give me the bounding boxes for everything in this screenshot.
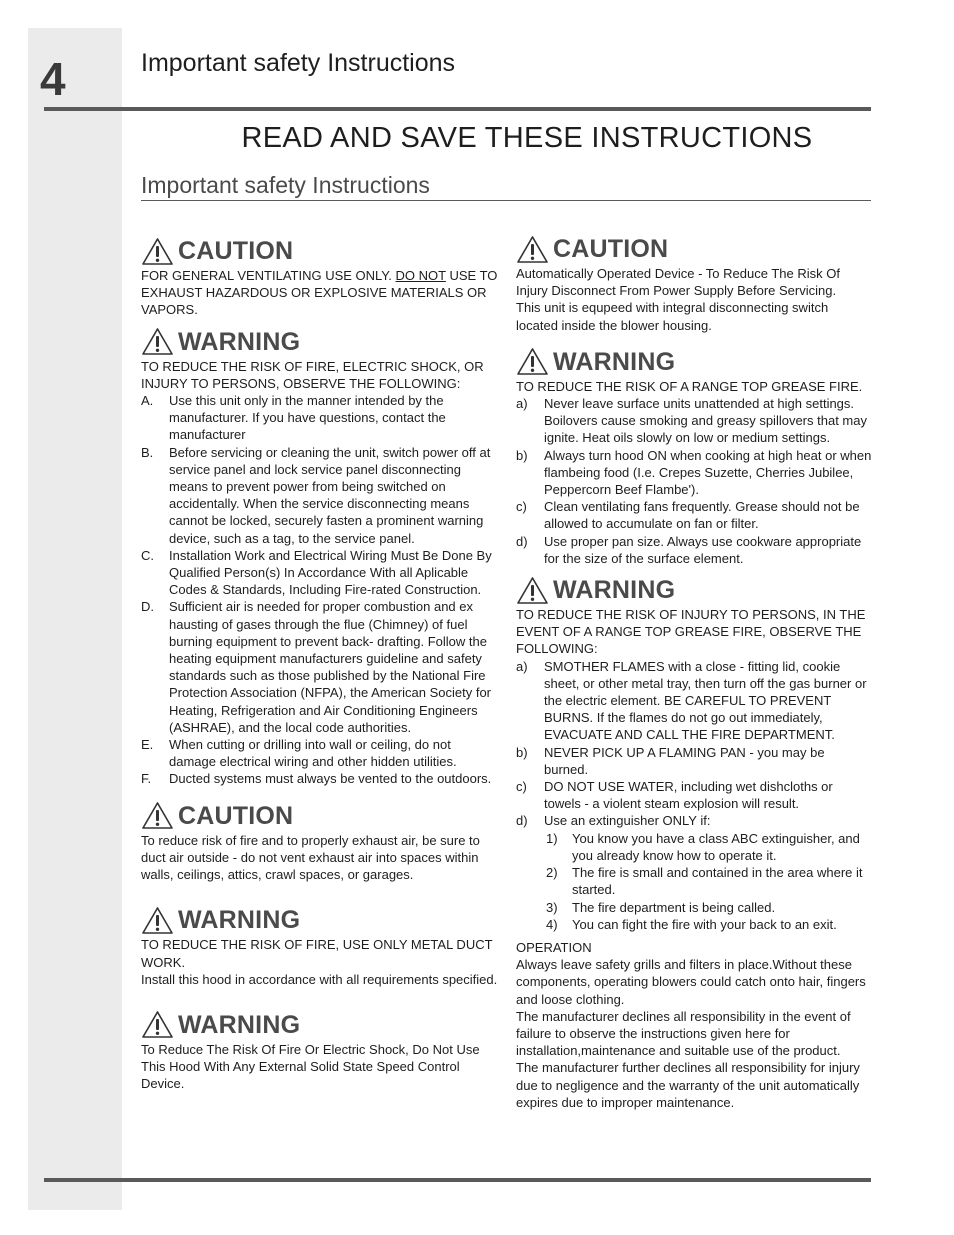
warning-intro: TO REDUCE THE RISK OF INJURY TO PERSONS, IN THE EVENT OF A RANGE TOP GREASE FIRE, OBSERVE THE FOLLOWING:: [516, 607, 866, 657]
warning-heading: [141, 905, 498, 935]
list-item: c) Clean ventilating fans frequently. Grease should not be allowed to accumulate on fan or filter.: [516, 499, 860, 532]
warning-block: [141, 905, 498, 988]
warning-text: Install this hood in accordance with all requirements specified.: [141, 971, 498, 987]
operation-text: The manufacturer further declines all responsibility for injury due to negligence and the warranty of the unit automatically expires due to improper maintenance.: [516, 1060, 860, 1110]
warning-heading: [516, 575, 872, 605]
bottom-rule: [44, 1178, 871, 1182]
warning-triangle-icon: [141, 237, 174, 266]
warning-list: [516, 658, 872, 933]
warning-triangle-icon: [141, 1010, 174, 1039]
warning-text: To Reduce The Risk Of Fire Or Electric Shock, Do Not Use This Hood With Any External Solid State Speed Control Device.: [141, 1041, 480, 1092]
top-rule: [44, 107, 871, 111]
caution-heading: [516, 234, 872, 264]
caution-text: Automatically Operated Device - To Reduce The Risk Of Injury Disconnect From Power Supply Before Servicing.: [516, 266, 840, 299]
warning-triangle-icon: [516, 347, 549, 376]
sub-list-item: 1) You know you have a class ABC extinguisher, and you already know how to operate it.: [546, 830, 860, 863]
caution-block: [141, 236, 498, 319]
warning-label: WARNING: [178, 1010, 301, 1039]
section-rule: [141, 200, 871, 201]
warning-block: [141, 1010, 498, 1093]
sub-list-item: 3) The fire department is being called.: [546, 899, 776, 915]
caution-text: To reduce risk of fire and to properly exhaust air, be sure to duct air outside - do not vent exhaust air into spaces within walls, ceilings, attics, crawl spaces, or garages.: [141, 832, 480, 883]
warning-triangle-icon: [141, 906, 174, 935]
list-item: b) NEVER PICK UP A FLAMING PAN - you may be burned.: [516, 744, 825, 777]
warning-intro: TO REDUCE THE RISK OF FIRE, ELECTRIC SHOCK, OR INJURY TO PERSONS, OBSERVE THE FOLLOWING:: [141, 358, 484, 391]
warning-label: WARNING: [553, 576, 676, 605]
right-column: [516, 234, 872, 1124]
caution-label: CAUTION: [178, 237, 294, 265]
caution-label: CAUTION: [553, 235, 669, 263]
operation-text: The manufacturer declines all responsibility in the event of failure to observe the instructions given here for installation,maintenance and suitable use of the product.: [516, 1008, 851, 1059]
page-number: 4: [40, 53, 66, 105]
operation-block: [516, 939, 872, 1111]
list-item: d) Use an extinguisher ONLY if:: [516, 813, 711, 829]
sub-list: [516, 830, 872, 933]
caution-block: [141, 801, 498, 884]
warning-heading: [141, 1010, 498, 1040]
warning-list: [516, 395, 872, 567]
warning-label: WARNING: [553, 347, 676, 376]
list-item: C. Installation Work and Electrical Wiring Must Be Done By Qualified Person(s) In Accordance With all Aplicable Codes & Standards, Including Fire-rated Construction.: [141, 547, 492, 598]
warning-block: [516, 575, 872, 933]
warning-triangle-icon: [516, 576, 549, 605]
list-item: B. Before servicing or cleaning the unit, switch power off at service panel and lock service panel disconnecting means to prevent power from being switched on accidentally. When the service disconnecting means cannot be locked, securely fasten a prominent warning device, such as a tag, to the service panel.: [141, 444, 491, 546]
list-item: a) SMOTHER FLAMES with a close - fitting lid, cookie sheet, or other metal tray, then turn off the gas burner or the electric element. BE CAREFUL TO PREVENT BURNS. If the flames do not go out immediately, EVACUATE AND CALL THE FIRE DEPARTMENT.: [516, 658, 867, 743]
header-title: Important safety Instructions: [141, 49, 456, 77]
caution-block: [516, 234, 872, 334]
list-item: F. Ducted systems must always be vented to the outdoors.: [141, 771, 492, 787]
warning-triangle-icon: [141, 801, 174, 830]
sub-list-item: 4) You can fight the fire with your back to an exit.: [546, 916, 837, 932]
warning-text: TO REDUCE THE RISK OF FIRE, USE ONLY METAL DUCT WORK.: [141, 937, 493, 970]
main-title: READ AND SAVE THESE INSTRUCTIONS: [241, 122, 813, 154]
caution-label: CAUTION: [178, 801, 294, 830]
caution-heading: [141, 236, 498, 266]
caution-text: This unit is equpeed with integral disconnecting switch located inside the blower housing.: [516, 300, 829, 333]
section-title: Important safety Instructions: [141, 172, 430, 198]
list-item: a) Never leave surface units unattended at high settings. Boilovers cause smoking and greasy spillovers that may ignite. Heat oils slowly on low or medium settings.: [516, 396, 867, 446]
caution-text: FOR GENERAL VENTILATING USE ONLY. DO NOT USE TO EXHAUST HAZARDOUS OR EXPLOSIVE MATERIALS OR VAPORS.: [141, 268, 498, 318]
sub-list-item: 2) The fire is small and contained in the area where it started.: [546, 865, 863, 898]
list-item: c) DO NOT USE WATER, including wet dishcloths or towels - a violent steam explosion will result.: [516, 779, 833, 812]
warning-triangle-icon: [516, 235, 549, 264]
warning-block: [141, 327, 498, 788]
list-item: b) Always turn hood ON when cooking at high heat or when flambeing food (I.e. Crepes Suzette, Cherries Jubilee, Peppercorn Beef Flambe').: [516, 447, 872, 498]
warning-intro: TO REDUCE THE RISK OF A RANGE TOP GREASE FIRE.: [516, 378, 863, 394]
warning-label: WARNING: [178, 327, 301, 356]
warning-triangle-icon: [141, 327, 174, 356]
list-item: E. When cutting or drilling into wall or ceiling, do not damage electrical wiring and other hidden utilities.: [141, 737, 457, 770]
list-item: D. Sufficient air is needed for proper combustion and ex hausting of gases through the flue (Chimney) of fuel burning equipment to prevent back- drafting. Follow the heating equipment manufacturers guideline and safety standards such as those published by the National Fire Protection Association (NFPA), the American Society for Heating, Refrigeration and Air Conditioning Engineers (ASHRAE), and the local code authorities.: [141, 599, 492, 735]
left-column: [141, 236, 498, 1106]
list-item: A. Use this unit only in the manner intended by the manufacturer. If you have questions, contact the manufacturer: [141, 393, 446, 443]
side-bar: [28, 28, 122, 1210]
warning-heading: [141, 327, 498, 357]
warning-heading: [516, 347, 872, 377]
list-item: d) Use proper pan size. Always use cookware appropriate for the size of the surface element.: [516, 533, 862, 566]
operation-text: Always leave safety grills and filters in place.Without these components, operating blowers could catch onto hair, fingers and loose clothing.: [516, 957, 866, 1007]
operation-heading: OPERATION: [516, 939, 592, 955]
warning-label: WARNING: [178, 906, 301, 935]
warning-block: [516, 347, 872, 567]
warning-list: [141, 392, 498, 788]
caution-heading: [141, 801, 498, 831]
